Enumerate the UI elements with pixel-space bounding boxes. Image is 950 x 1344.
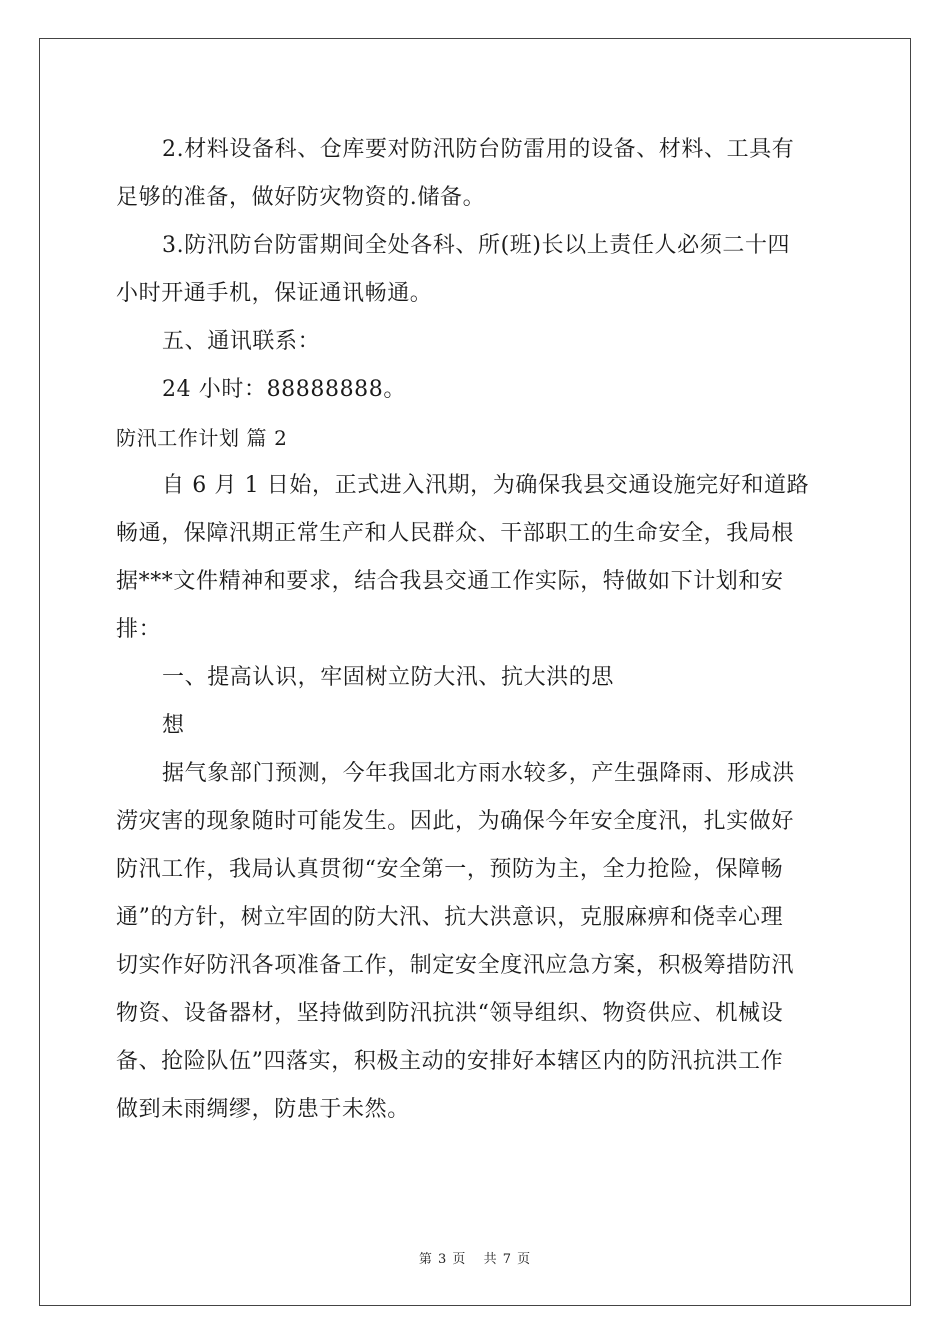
text-line: 3.防汛防台防雷期间全处各科、所(班)长以上责任人必须二十四: [162, 233, 791, 258]
text-line: 五、通讯联系：: [162, 329, 321, 354]
text-line: 涝灾害的现象随时可能发生。因此，为确保今年安全度汛，扎实做好: [116, 809, 795, 834]
text-line: 据***文件精神和要求，结合我县交通工作实际，特做如下计划和安: [116, 569, 784, 594]
text-line: 防汛工作，我局认真贯彻“安全第一，预防为主，全力抢险，保障畅: [116, 857, 784, 882]
text-line: 通”的方针，树立牢固的防大汛、抗大洪意识，克服麻痹和侥幸心理: [116, 905, 784, 930]
text-line: 小时开通手机，保证通讯畅通。: [116, 281, 433, 306]
document-body: [116, 126, 836, 1134]
text-line: 备、抢险队伍”四落实，积极主动的安排好本辖区内的防汛抗洪工作: [116, 1049, 784, 1074]
text-line: 畅通，保障汛期正常生产和人民群众、干部职工的生命安全，我局根: [116, 521, 795, 546]
text-line: 物资、设备器材，坚持做到防汛抗洪“领导组织、物资供应、机械设: [116, 1001, 784, 1026]
page-number: 第 3 页: [418, 1252, 467, 1267]
page-total: 共 7 页: [483, 1252, 532, 1267]
text-line: 24 小时：88888888。: [162, 377, 406, 402]
text-line: 2.材料设备科、仓库要对防汛防台防雷用的设备、材料、工具有: [162, 137, 795, 162]
text-line: 自 6 月 1 日始，正式进入汛期，为确保我县交通设施完好和道路: [162, 473, 810, 498]
section-heading: 防汛工作计划 篇 2: [116, 426, 288, 450]
text-line: 想: [162, 713, 185, 738]
text-line: 做到未雨绸缪，防患于未然。: [116, 1097, 410, 1122]
text-line: 据气象部门预测，今年我国北方雨水较多，产生强降雨、形成洪: [162, 761, 795, 786]
text-line: 切实作好防汛各项准备工作，制定安全度汛应急方案，积极筹措防汛: [116, 953, 795, 978]
text-line: 足够的准备，做好防灾物资的.储备。: [116, 185, 486, 210]
text-line: 排：: [116, 617, 162, 642]
text-line: 一、提高认识，牢固树立防大汛、抗大洪的思: [162, 665, 615, 690]
page-footer: [0, 1248, 950, 1267]
